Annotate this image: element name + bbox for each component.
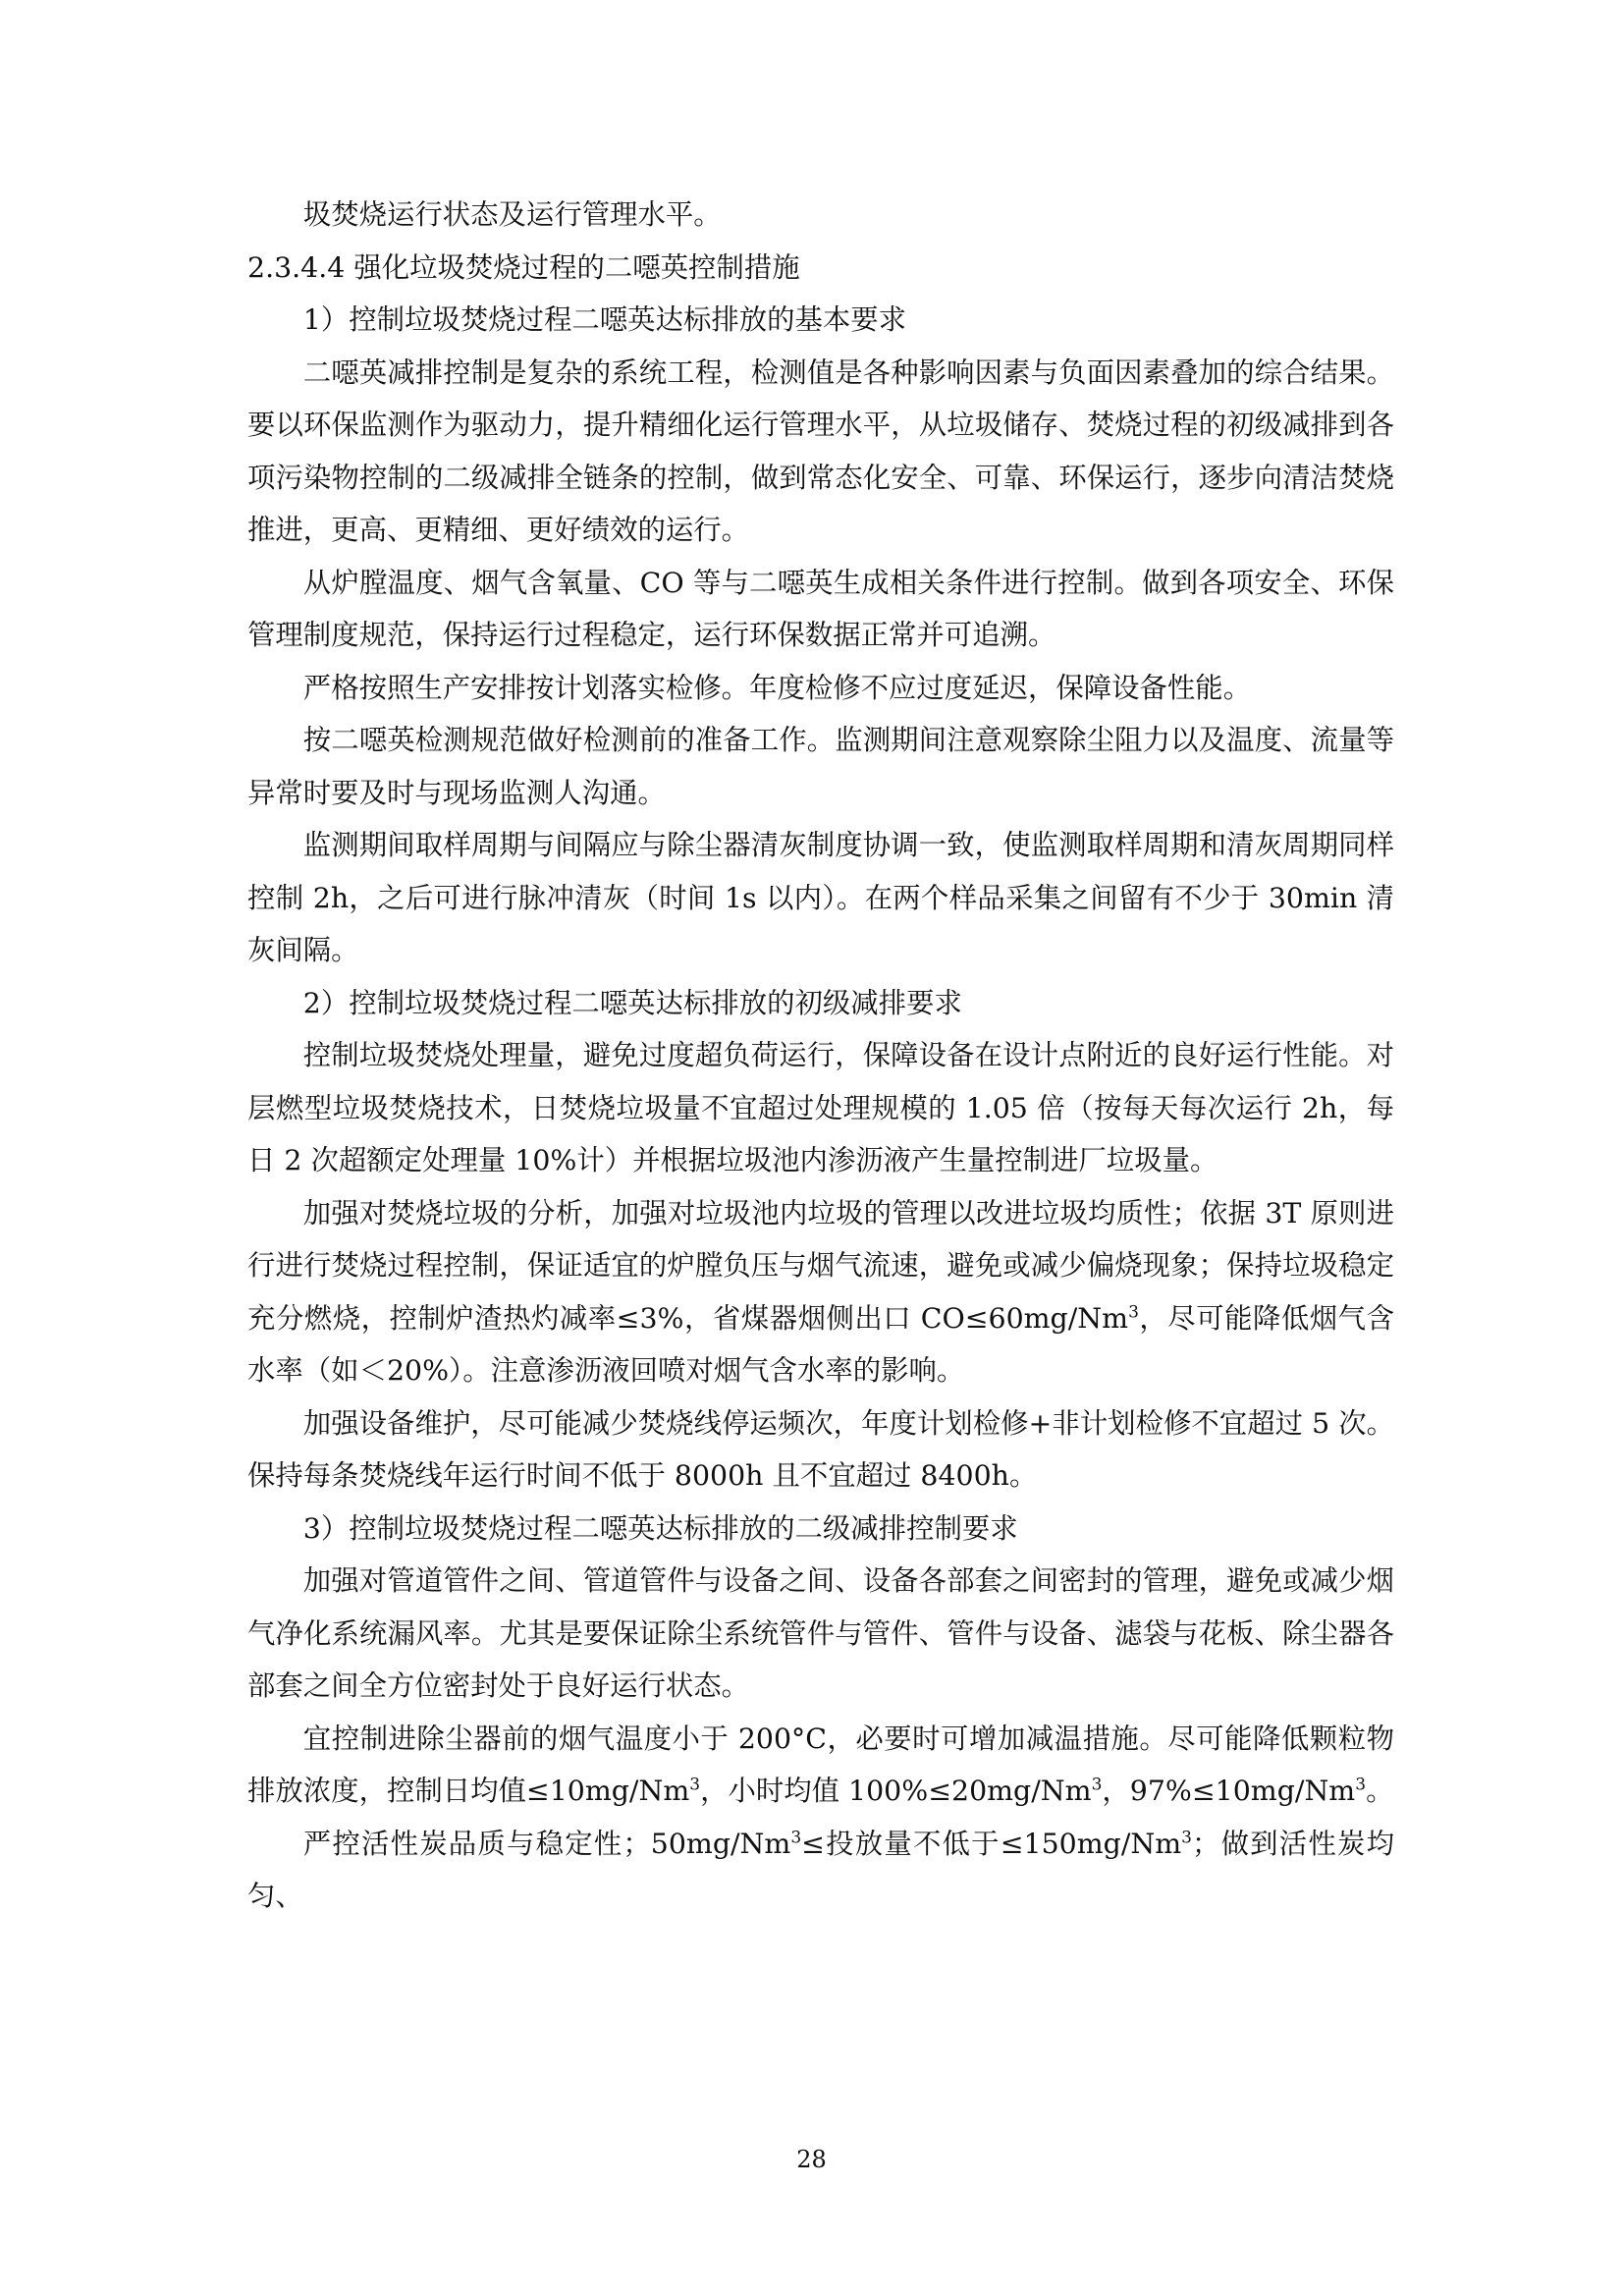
paragraph: 宜控制进除尘器前的烟气温度小于 200°C，必要时可增加减温措施。尽可能降低颗粒物排放浓度，控制日均值$\le 10mg/Nm^3$，小时均值 $100\%\le 20mg/Nm^3$，$97\%\le 10mg/Nm^3$。 <box>247 1722 1394 1807</box>
paragraph: 严格按照生产安排按计划落实检修。年度检修不应过度延迟，保障设备性能。 <box>302 671 1252 704</box>
paragraph: 控制垃圾焚烧处理量，避免过度超负荷运行，保障设备在设计点附近的良好运行性能。对层燃型垃圾焚烧技术，日焚烧垃圾量不宜超过处理规模的 1.05 倍（按每天每次运行 2h，每日 2 次超额定处理量 10%计）并根据垃圾池内渗沥液产生量控制进厂垃圾量。 <box>247 1039 1394 1176</box>
superscript: 3 <box>689 1775 701 1795</box>
subheading-2: 2）控制垃圾焚烧过程二噁英达标排放的初级减排要求 <box>302 986 962 1019</box>
paragraph: 从炉膛温度、烟气含氧量、CO 等与二噁英生成相关条件进行控制。做到各项安全、环保管理制度规范，保持运行过程稳定，运行环保数据正常并可追溯。 <box>247 566 1394 651</box>
superscript: 3 <box>1128 1302 1139 1323</box>
section-heading: 2.3.4.4 强化垃圾焚烧过程的二噁英控制措施 <box>247 250 800 284</box>
superscript: 3 <box>1091 1775 1103 1795</box>
subheading-3: 3）控制垃圾焚烧过程二噁英达标排放的二级减排控制要求 <box>302 1511 1018 1545</box>
paragraph: 加强设备维护，尽可能减少焚烧线停运频次，年度计划检修+非计划检修不宜超过 5 次。保持每条焚烧线年运行时间不低于 8000h 且不宜超过 8400h。 <box>247 1406 1394 1492</box>
superscript: 3 <box>1181 1828 1192 1848</box>
page-body <box>247 189 1394 1923</box>
superscript: 3 <box>790 1828 802 1848</box>
paragraph: 按二噁英检测规范做好检测前的准备工作。监测期间注意观察除尘阻力以及温度、流量等异常时要及时与现场监测人沟通。 <box>247 724 1394 809</box>
subheading-1: 1）控制垃圾焚烧过程二噁英达标排放的基本要求 <box>302 303 907 336</box>
paragraph: 加强对管道管件之间、管道管件与设备之间、设备各部套之间密封的管理，避免或减少烟气净化系统漏风率。尤其是要保证除尘系统管件与管件、管件与设备、滤袋与花板、除尘器各部套之间全方位密封处于良好运行状态。 <box>247 1564 1394 1702</box>
paragraph: 加强对焚烧垃圾的分析，加强对垃圾池内垃圾的管理以改进垃圾均质性；依据 3T 原则进行进行焚烧过程控制，保证适宜的炉膛负压与烟气流速，避免或减少偏烧现象；保持垃圾稳定充分燃烧，控制炉渣热灼减率≤3%，省煤器烟侧出口 $CO\le 60mg/Nm^3$，尽可能降低烟气含水率（如＜20%）。注意渗沥液回喷对烟气含水率的影响。 <box>247 1196 1394 1387</box>
paragraph-continuation: 圾焚烧运行状态及运行管理水平。 <box>302 198 722 231</box>
paragraph: 严控活性炭品质与稳定性；$50mg/Nm^3\le$投放量不低于$\le 150mg/Nm^3$；做到活性炭均匀、 <box>247 1827 1394 1912</box>
paragraph: 监测期间取样周期与间隔应与除尘器清灰制度协调一致，使监测取样周期和清灰周期同样控制 2h，之后可进行脉冲清灰（时间 1s 以内）。在两个样品采集之间留有不少于 30min 清灰间隔。 <box>247 829 1394 966</box>
superscript: 3 <box>1355 1775 1367 1795</box>
paragraph: 二噁英减排控制是复杂的系统工程，检测值是各种影响因素与负面因素叠加的综合结果。要以环保监测作为驱动力，提升精细化运行管理水平，从垃圾储存、焚烧过程的初级减排到各项污染物控制的二级减排全链条的控制，做到常态化安全、可靠、环保运行，逐步向清洁焚烧推进，更高、更精细、更好绩效的运行。 <box>247 355 1394 546</box>
page-number: 28 <box>796 2146 827 2173</box>
